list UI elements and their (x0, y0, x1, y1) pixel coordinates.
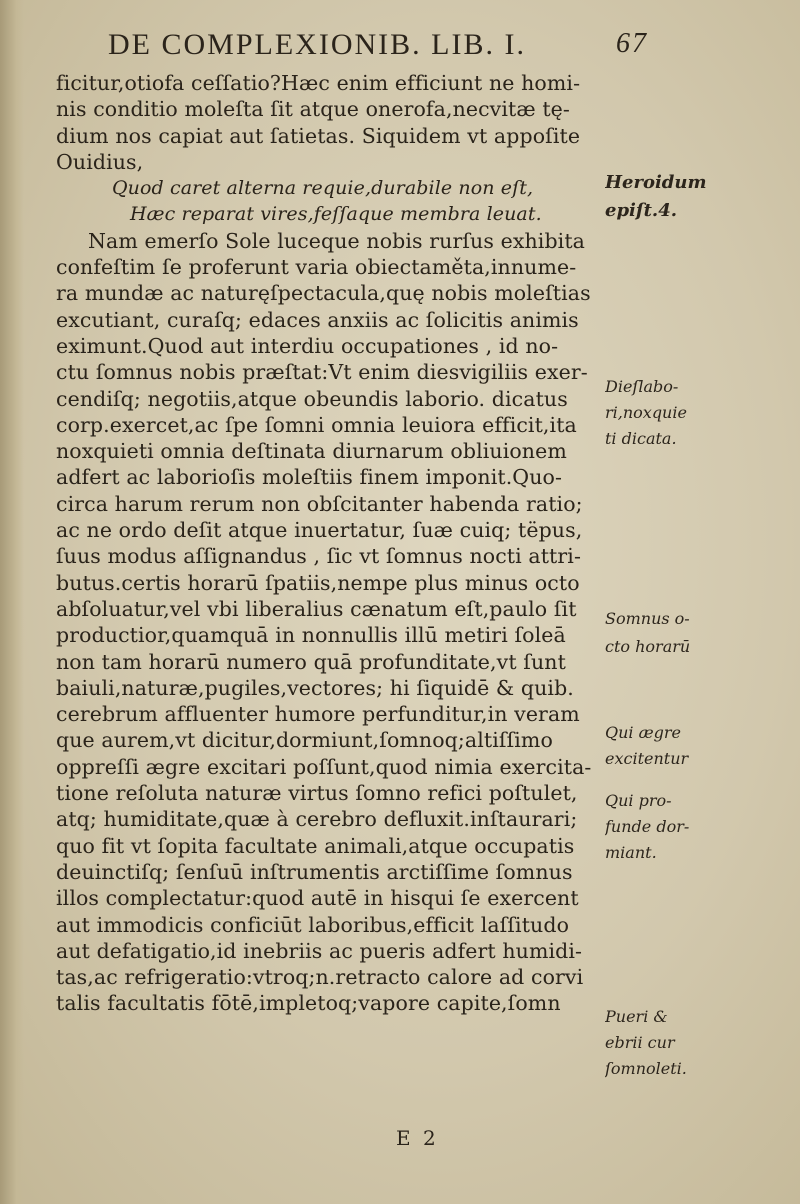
text-line: eximunt.Quod aut interdiu occupationes , id no- (56, 333, 559, 358)
text-line: productior,quamquā in nonnullis illū metiri ſoleā (56, 623, 566, 648)
text-line: aut immodicis conficiūt laboribus,efficit laſſitudo (56, 912, 570, 937)
text-line: cendiſq; negotiis,atque obeundis laborio. dicatus (56, 386, 568, 411)
margin-note: Heroidum (605, 172, 707, 193)
text-line: ac ne ordo deſit atque inuertatur, ſuæ cuiq; tëpus, (56, 518, 583, 543)
text-line: deuinctiſq; ſenſuū inſtrumentis arctiſſime ſomnus (56, 859, 573, 884)
text-line: aut defatigatio,id inebriis ac pueris adfert humidi- (56, 938, 583, 963)
margin-note: Dieſlabo- (605, 377, 679, 396)
margin-note: ebrii cur (605, 1033, 675, 1052)
text-line: talis facultatis fōtē,impletoq;vapore capite,ſomn (56, 991, 561, 1016)
text-line: que aurem,vt dicitur,dormiunt,ſomnoq;altiſſimo (56, 728, 553, 753)
running-header (108, 28, 648, 68)
main-text-column (56, 70, 624, 1017)
text-line: ra mundæ ac naturęſpectacula,quę nobis moleſtias (56, 281, 591, 306)
margin-note: miant. (605, 843, 657, 862)
text-line: confeſtim ſe proferunt varia obiectaměta,innume- (56, 255, 577, 280)
text-line: atq; humiditate,quæ à cerebro defluxit.inſtaurari; (56, 807, 578, 832)
text-line: quo fit vt ſopita facultate animali,atque occupatis (56, 833, 575, 858)
running-head-title: DE COMPLEXIONIB. LIB. I. (108, 28, 526, 61)
text-line: cerebrum affluenter humore perfunditur,in veram (56, 702, 580, 727)
margin-note: ri,noxquie (605, 403, 687, 422)
text-line: Ouidius, (56, 149, 144, 174)
text-line: tione reſoluta naturæ virtus ſomno refici poſtulet, (56, 781, 578, 806)
text-line: nis conditio moleſta ſit atque onerofa,necvitæ tę- (56, 97, 570, 122)
text-line: Nam emerſo Sole luceque nobis rurſus exhibita (88, 228, 585, 253)
text-line: oppreſſi ægre excitari poſſunt,quod nimia exercita- (56, 754, 592, 779)
margin-note: Pueri & (605, 1007, 668, 1026)
text-line: Quod caret alterna requie,durabile non eſt, (112, 177, 534, 200)
margin-note: ſomnoleti. (605, 1059, 687, 1078)
text-line: illos complectatur:quod autē in hisqui ſe exercent (56, 886, 579, 911)
margin-note: excitentur (605, 749, 689, 768)
text-line: circa harum rerum non obſcitanter habenda ratio; (56, 491, 583, 516)
margin-note: funde dor- (605, 817, 690, 836)
text-line: tas,ac refrigeratio:vtroq;n.retracto calore ad corvi (56, 965, 584, 990)
text-line: ctu ſomnus nobis præſtat:Vt enim diesvigiliis exer- (56, 360, 588, 385)
margin-note: Qui pro- (605, 791, 672, 810)
text-line: baiuli,naturæ,pugiles,vectores; hi ſiquidē & quib. (56, 675, 574, 700)
text-line: butus.certis horarū ſpatiis,nempe plus minus octo (56, 570, 580, 595)
signature-mark: E 2 (396, 1126, 439, 1150)
margin-note: Somnus o- (605, 609, 690, 628)
text-line: adfert ac laborioſis moleſtiis finem imponit.Quo- (56, 465, 562, 490)
text-line: dium nos capiat aut ſatietas. Siquidem vt appoſite (56, 123, 581, 148)
margin-note: Qui ægre (605, 723, 682, 742)
text-line: noxquieti omnia deſtinata diurnarum obliuionem (56, 439, 567, 464)
text-line: ſuus modus aſſignandus , ſic vt ſomnus nocti attri- (56, 544, 581, 569)
text-line: corp.exercet,ac ſpe ſomni omnia leuiora efficit,ita (56, 412, 577, 437)
text-line: excutiant, curaſq; edaces anxiis ac ſolicitis animis (56, 307, 579, 332)
text-line: ficitur,otiofa ceſſatio?Hæc enim efficiunt ne homi- (56, 71, 581, 95)
text-line: Hæc reparat vires,feſſaque membra leuat. (130, 203, 542, 226)
page-number: 67 (616, 28, 648, 59)
margin-note: cto horarū (605, 637, 691, 656)
text-line: abſoluatur,vel vbi liberalius cænatum eſt,paulo ſit (56, 596, 577, 621)
page-gutter-shadow (0, 0, 24, 1204)
text-line: non tam horarū numero quā profunditate,vt ſunt (56, 649, 566, 674)
margin-note: ti dicata. (605, 429, 677, 448)
margin-note: epiſt.4. (605, 200, 677, 221)
